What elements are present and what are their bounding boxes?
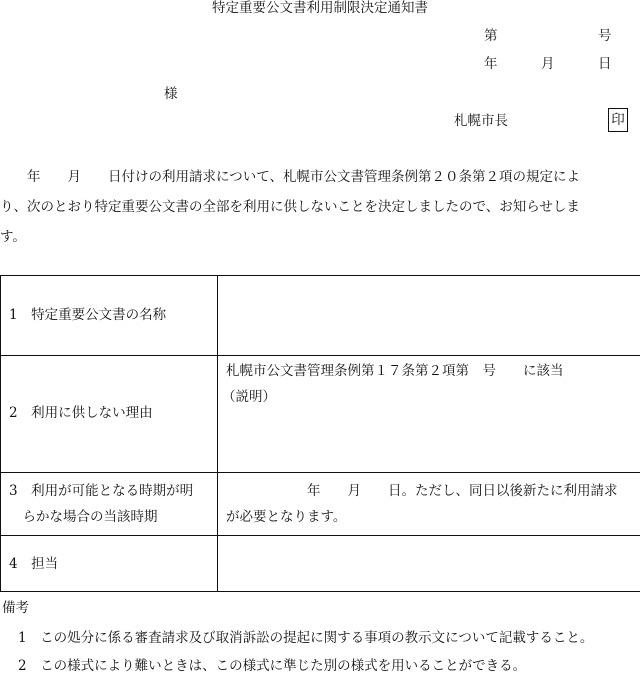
available-date-text-line1: 年 月 日。ただし、同日以後新たに利用請求 bbox=[226, 483, 618, 499]
row-label-document-name: 1 特定重要公文書の名称 bbox=[9, 307, 166, 323]
contact-value-cell bbox=[218, 536, 640, 592]
table-label-cell bbox=[1, 356, 218, 473]
body-text-line: す。 bbox=[0, 228, 640, 246]
available-date-text-line2: が必要となります。 bbox=[226, 509, 346, 525]
table-row-available-date bbox=[1, 473, 640, 536]
row-label-reason: 2 利用に供しない理由 bbox=[9, 405, 153, 421]
number-prefix: 第 bbox=[484, 28, 498, 44]
row-label-contact: 4 担当 bbox=[9, 556, 58, 572]
body-text-line: 年 月 日付けの利用請求について、札幌市公文書管理条例第２０条第２項の規定によ bbox=[0, 168, 640, 186]
table-row-document-name bbox=[1, 276, 640, 356]
sender-name: 札幌市長 bbox=[454, 113, 508, 129]
remarks-item: 2 この様式により難いときは、この様式に準じた別の様式を用いることができる。 bbox=[18, 658, 526, 674]
addressee-suffix: 様 bbox=[164, 86, 178, 102]
reason-clause-text: 札幌市公文書管理条例第１７条第２項第 号 に該当 bbox=[226, 363, 564, 379]
decision-table bbox=[0, 275, 640, 592]
date-day-label: 日 bbox=[598, 56, 612, 72]
number-suffix: 号 bbox=[598, 28, 612, 44]
date-month-label: 月 bbox=[541, 56, 555, 72]
remarks-heading: 備考 bbox=[2, 600, 29, 616]
seal-box: 印 bbox=[608, 108, 628, 132]
table-row-contact bbox=[1, 536, 640, 592]
available-date-value-cell bbox=[218, 473, 640, 536]
table-row-reason bbox=[1, 356, 640, 473]
remarks-item: 1 この処分に係る審査請求及び取消訴訟の提起に関する事項の教示文について記載すること。 bbox=[18, 630, 593, 646]
table-label-cell bbox=[1, 536, 218, 592]
document-name-value-cell bbox=[218, 276, 640, 356]
table-label-cell bbox=[1, 276, 218, 356]
row-label-available-date-line2: らかな場合の当該時期 bbox=[9, 509, 158, 525]
table-label-cell bbox=[1, 473, 218, 536]
document-title: 特定重要公文書利用制限決定通知書 bbox=[0, 0, 640, 16]
body-text-line: り、次のとおり特定重要公文書の全部を利用に供しないことを決定しましたので、お知らせしま bbox=[0, 198, 640, 216]
reason-explanation-label: （説明） bbox=[222, 389, 276, 405]
reason-value-cell bbox=[218, 356, 640, 473]
date-year-label: 年 bbox=[484, 56, 498, 72]
row-label-available-date-line1: 3 利用が可能となる時期が明 bbox=[9, 483, 193, 499]
